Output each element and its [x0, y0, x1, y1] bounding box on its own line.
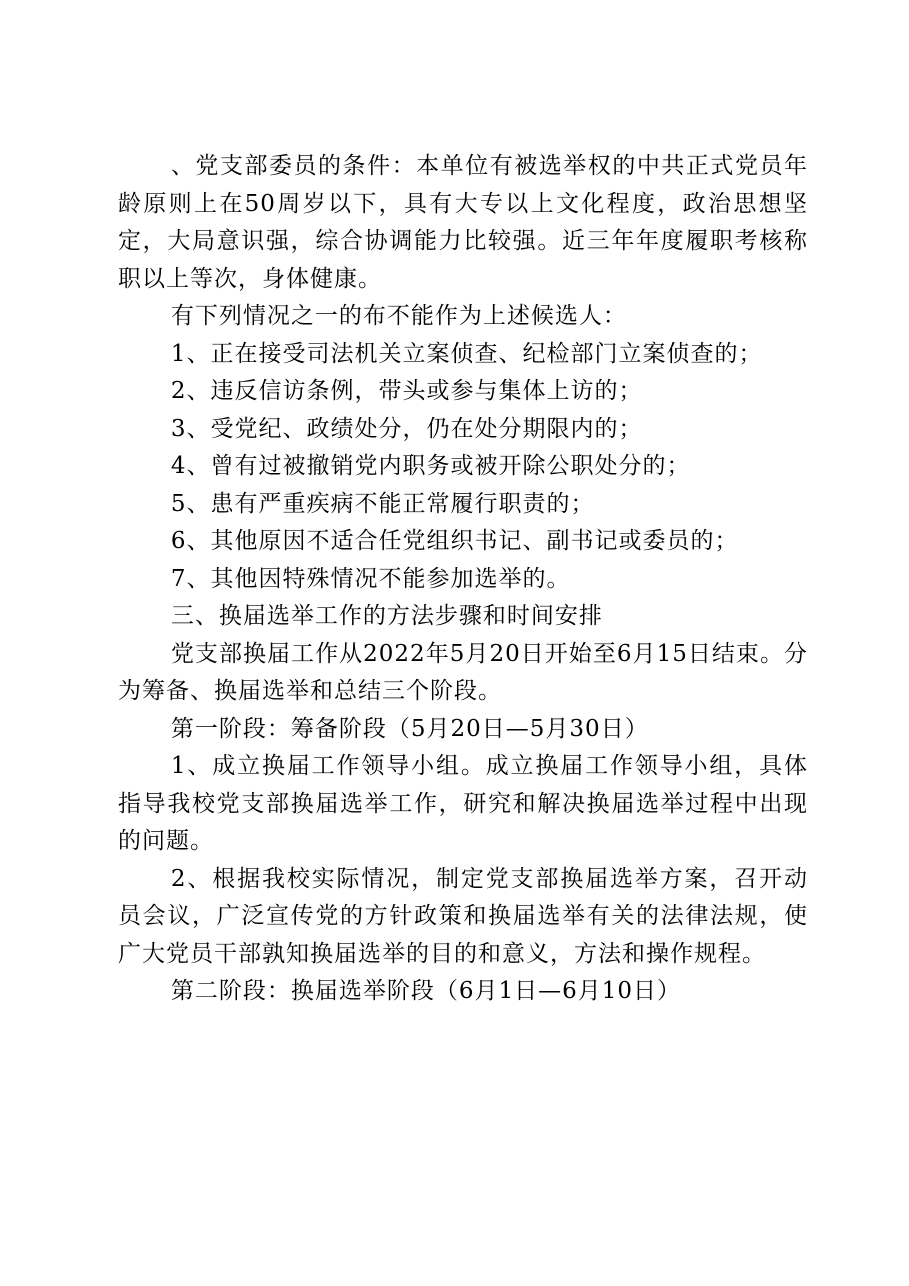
list-item-disqualification-4: 4、曾有过被撤销党内职务或被开除公职处分的；	[170, 453, 691, 479]
section-heading-election-steps: 三、换届选举工作的方法步骤和时间安排	[170, 603, 603, 629]
paragraph-disqualification-intro: 有下列情况之一的布不能作为上述候选人：	[170, 303, 627, 329]
stage-heading-election: 第二阶段：换届选举阶段（6月1日—6月10日）	[170, 978, 682, 1004]
stage-heading-preparation: 第一阶段：筹备阶段（5月20日—5月30日）	[170, 715, 649, 742]
paragraph-committee-member-conditions: 、党支部委员的条件：本单位有被选举权的中共正式党员年龄原则上在50周岁以下，具有大专以上文化程度，政治思想坚定，大局意识强，综合协调能力比较强。近三年年度履职考核称职以上等次，身体健康。	[118, 153, 808, 292]
paragraph-election-schedule: 党支部换届工作从2022年5月20日开始至6月15日结束。分为筹备、换届选举和总结三个阶段。	[118, 640, 808, 704]
list-item-disqualification-2: 2、违反信访条例，带头或参与集体上访的；	[170, 378, 643, 404]
list-item-disqualification-3: 3、受党纪、政绩处分，仍在处分期限内的；	[170, 415, 643, 442]
list-item-disqualification-7: 7、其他因特殊情况不能参加选举的。	[170, 565, 571, 592]
list-item-disqualification-5: 5、患有严重疾病不能正常履行职责的；	[170, 490, 595, 517]
list-item-disqualification-6: 6、其他原因不适合任党组织书记、副书记或委员的；	[170, 528, 739, 554]
list-item-disqualification-1: 1、正在接受司法机关立案侦查、纪检部门立案侦查的；	[170, 340, 763, 367]
document-body	[118, 148, 808, 1011]
paragraph-preparation-step-2: 2、根据我校实际情况，制定党支部换届选举方案，召开动员会议，广泛宣传党的方针政策和换届选举有关的法律法规，使广大党员干部孰知换届选举的目的和意义，方法和操作规程。	[118, 865, 808, 967]
paragraph-preparation-step-1: 1、成立换届工作领导小组。成立换届工作领导小组，具体指导我校党支部换届选举工作，研究和解决换届选举过程中出现的问题。	[118, 753, 808, 854]
